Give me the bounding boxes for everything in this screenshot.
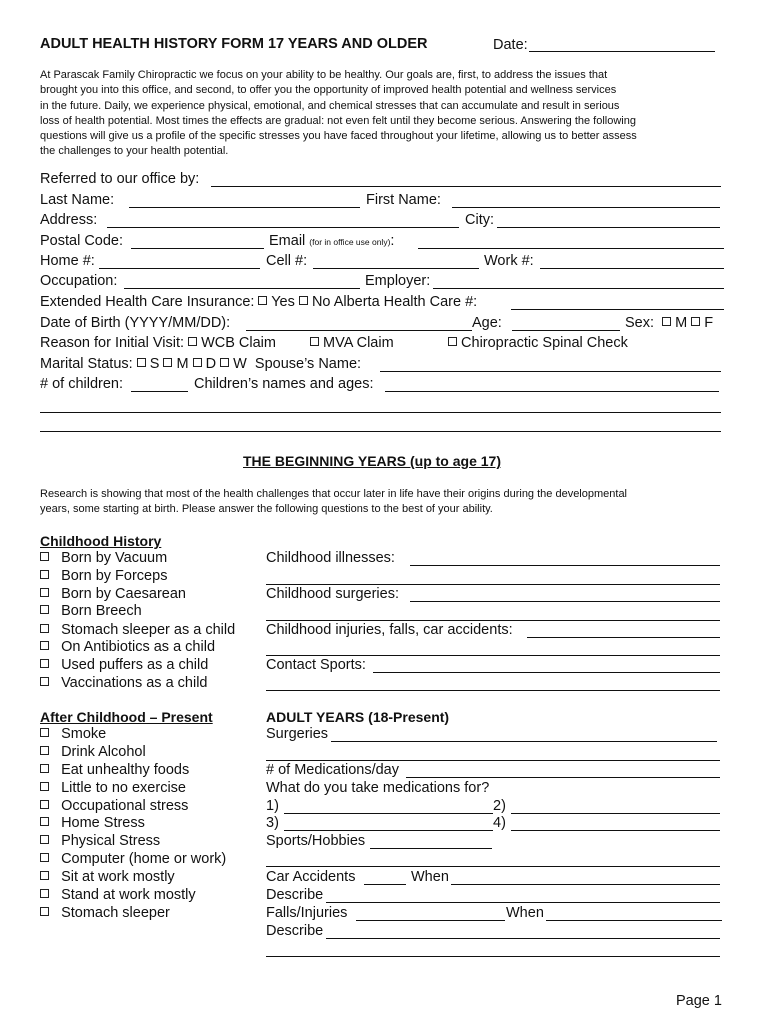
referred-label: Referred to our office by: — [40, 171, 200, 187]
beginning-years-title: THE BEGINNING YEARS (up to age 17) — [243, 453, 501, 469]
mva-checkbox[interactable] — [310, 337, 319, 346]
sex-m-checkbox[interactable] — [662, 317, 671, 326]
sex-f-checkbox[interactable] — [691, 317, 700, 326]
childhood-injuries-label: Childhood injuries, falls, car accidents: — [266, 622, 513, 638]
list-item[interactable]: Little to no exercise — [40, 780, 186, 796]
checkbox[interactable] — [40, 570, 49, 579]
describe-2-field[interactable] — [326, 938, 720, 939]
marital-w-checkbox[interactable] — [220, 358, 229, 367]
med-4-label: 4) — [493, 815, 506, 831]
checkbox[interactable] — [40, 817, 49, 826]
medications-field[interactable] — [406, 777, 720, 778]
describe-label: Describe — [266, 887, 324, 903]
list-item[interactable]: Computer (home or work) — [40, 851, 226, 867]
extended-health-row: Extended Health Care Insurance: Yes No Alberta Health Care #: — [40, 294, 478, 310]
describe-field[interactable] — [326, 902, 720, 903]
surgeries-label: Surgeries — [266, 726, 329, 742]
children-line-2[interactable] — [40, 412, 721, 413]
surgeries-line-2[interactable] — [266, 760, 720, 761]
cell-phone-label: Cell #: — [266, 253, 308, 269]
sports-hobbies-field[interactable] — [370, 848, 492, 849]
car-accidents-label: Car Accidents — [266, 869, 356, 885]
list-item[interactable]: Smoke — [40, 726, 106, 742]
list-item[interactable]: Used puffers as a child — [40, 657, 208, 673]
contact-sports-line-2[interactable] — [266, 690, 720, 691]
checkbox[interactable] — [40, 728, 49, 737]
list-item[interactable]: Vaccinations as a child — [40, 675, 208, 691]
first-name-field[interactable] — [452, 207, 720, 208]
childhood-illnesses-field[interactable] — [410, 565, 720, 566]
childhood-surgeries-line-2[interactable] — [266, 620, 720, 621]
date-label: Date: — [493, 37, 528, 53]
med-3-label: 3) — [266, 815, 279, 831]
checkbox[interactable] — [40, 552, 49, 561]
wcb-checkbox[interactable] — [188, 337, 197, 346]
first-name-label: First Name: — [366, 192, 441, 208]
children-names-field[interactable] — [385, 391, 719, 392]
car-when-label: When — [411, 869, 449, 885]
falls-injuries-label: Falls/Injuries — [266, 905, 348, 921]
checkbox[interactable] — [40, 588, 49, 597]
list-item[interactable]: Stomach sleeper — [40, 905, 170, 921]
car-accidents-field[interactable] — [364, 884, 406, 885]
work-phone-label: Work #: — [484, 253, 534, 269]
checkbox[interactable] — [40, 605, 49, 614]
checkbox[interactable] — [40, 624, 49, 633]
childhood-injuries-field[interactable] — [527, 637, 720, 638]
list-item[interactable]: Occupational stress — [40, 798, 188, 814]
spouse-field[interactable] — [380, 371, 721, 372]
email-field[interactable] — [418, 248, 724, 249]
age-field[interactable] — [512, 330, 620, 331]
checkbox[interactable] — [40, 782, 49, 791]
beginning-years-text: Research is showing that most of the health challenges that occur later in life have their origins during the developmental years, some starting at birth. Please answer the following questions to the best of your ability. — [40, 488, 628, 516]
spinal-option: Chiropractic Spinal Check — [448, 335, 628, 351]
list-item[interactable]: On Antibiotics as a child — [40, 639, 215, 655]
referred-field[interactable] — [211, 186, 721, 187]
childhood-injuries-line-2[interactable] — [266, 655, 720, 656]
checkbox[interactable] — [40, 871, 49, 880]
med-4-field[interactable] — [511, 830, 720, 831]
list-item[interactable]: Born by Caesarean — [40, 586, 186, 602]
city-field[interactable] — [497, 227, 720, 228]
falls-when-field[interactable] — [546, 920, 722, 921]
marital-m-checkbox[interactable] — [163, 358, 172, 367]
falls-when-label: When — [506, 905, 544, 921]
car-when-field[interactable] — [451, 884, 720, 885]
address-label: Address: — [40, 212, 98, 228]
city-label: City: — [465, 212, 494, 228]
employer-field[interactable] — [433, 288, 724, 289]
adult-years-title: ADULT YEARS (18-Present) — [266, 709, 450, 725]
med-1-field[interactable] — [284, 813, 493, 814]
children-line-3[interactable] — [40, 431, 721, 432]
sex-row: Sex: M F — [625, 315, 714, 331]
age-label: Age: — [472, 315, 502, 331]
yes-checkbox[interactable] — [258, 296, 267, 305]
describe-2-line-2[interactable] — [266, 956, 720, 957]
checkbox[interactable] — [40, 677, 49, 686]
occupation-label: Occupation: — [40, 273, 118, 289]
home-phone-label: Home #: — [40, 253, 95, 269]
last-name-label: Last Name: — [40, 192, 115, 208]
list-item[interactable]: Physical Stress — [40, 833, 160, 849]
children-count-field[interactable] — [131, 391, 188, 392]
marital-d-checkbox[interactable] — [193, 358, 202, 367]
page-number: Page 1 — [676, 993, 722, 1009]
sports-hobbies-line-2[interactable] — [266, 866, 720, 867]
contact-sports-field[interactable] — [373, 672, 720, 673]
date-field[interactable] — [529, 51, 715, 52]
checkbox[interactable] — [40, 907, 49, 916]
checkbox[interactable] — [40, 764, 49, 773]
checkbox[interactable] — [40, 746, 49, 755]
checkbox[interactable] — [40, 835, 49, 844]
contact-sports-label: Contact Sports: — [266, 657, 366, 673]
childhood-surgeries-field[interactable] — [410, 601, 720, 602]
dob-label: Date of Birth (YYYY/MM/DD): — [40, 315, 231, 331]
childhood-history-title: Childhood History — [40, 533, 162, 549]
list-item[interactable]: Born by Forceps — [40, 568, 167, 584]
spinal-check-checkbox[interactable] — [448, 337, 457, 346]
children-names-label: Children’s names and ages: — [194, 376, 374, 392]
list-item[interactable]: Stomach sleeper as a child — [40, 622, 235, 638]
intro-paragraph: At Parascak Family Chiropractic we focus on your ability to be healthy. Our goals are, first, to address the issues that brought you into this office, and second, to offer you the opportunity of improved health potential and wellness services in the future. Daily, we experience physical, emotional, and chemical stresses that can accumulate and result in serious loss of health potential. Most times the effects are gradual: not even felt until they become serious. Answering the following questions will give us a profile of the specific stresses you have faced throughout your lifetime, allowing us to better assess the challenges to your health potential. — [40, 69, 637, 158]
postal-code-label: Postal Code: — [40, 233, 124, 249]
med-2-field[interactable] — [511, 813, 720, 814]
checkbox[interactable] — [40, 659, 49, 668]
list-item[interactable]: Home Stress — [40, 815, 145, 831]
list-item[interactable]: Born by Vacuum — [40, 550, 167, 566]
checkbox[interactable] — [40, 641, 49, 650]
list-item[interactable]: Sit at work mostly — [40, 869, 175, 885]
med-3-field[interactable] — [284, 830, 493, 831]
checkbox[interactable] — [40, 800, 49, 809]
email-label: Email (for in office use only): — [269, 233, 395, 249]
last-name-field[interactable] — [129, 207, 360, 208]
sports-hobbies-label: Sports/Hobbies — [266, 833, 366, 849]
list-item[interactable]: Eat unhealthy foods — [40, 762, 189, 778]
reason-row: Reason for Initial Visit: WCB Claim — [40, 335, 276, 351]
childhood-illnesses-line-2[interactable] — [266, 584, 720, 585]
surgeries-field[interactable] — [331, 741, 717, 742]
describe-2-label: Describe — [266, 923, 324, 939]
occupation-field[interactable] — [124, 288, 360, 289]
marital-s-checkbox[interactable] — [137, 358, 146, 367]
med-1-label: 1) — [266, 798, 279, 814]
alberta-health-field[interactable] — [511, 309, 724, 310]
children-label: # of children: — [40, 376, 124, 392]
postal-code-field[interactable] — [131, 248, 264, 249]
medications-label: # of Medications/day — [266, 762, 399, 778]
address-field[interactable] — [107, 227, 459, 228]
falls-injuries-field[interactable] — [356, 920, 505, 921]
marital-row: Marital Status: S M D W Spouse’s Name: — [40, 356, 362, 372]
med-2-label: 2) — [493, 798, 506, 814]
medications-for-label: What do you take medications for? — [266, 780, 490, 796]
list-item[interactable]: Born Breech — [40, 603, 142, 619]
mva-option: MVA Claim — [310, 335, 394, 351]
dob-field[interactable] — [246, 330, 472, 331]
childhood-surgeries-label: Childhood surgeries: — [266, 586, 399, 602]
list-item[interactable]: Drink Alcohol — [40, 744, 146, 760]
cell-phone-field[interactable] — [313, 268, 479, 269]
no-checkbox[interactable] — [299, 296, 308, 305]
checkbox[interactable] — [40, 853, 49, 862]
work-phone-field[interactable] — [540, 268, 724, 269]
form-title: ADULT HEALTH HISTORY FORM 17 YEARS AND OLDER — [40, 36, 428, 52]
checkbox[interactable] — [40, 889, 49, 898]
home-phone-field[interactable] — [99, 268, 260, 269]
employer-label: Employer: — [365, 273, 431, 289]
after-childhood-title: After Childhood – Present — [40, 709, 213, 725]
list-item[interactable]: Stand at work mostly — [40, 887, 196, 903]
childhood-illnesses-label: Childhood illnesses: — [266, 550, 395, 566]
